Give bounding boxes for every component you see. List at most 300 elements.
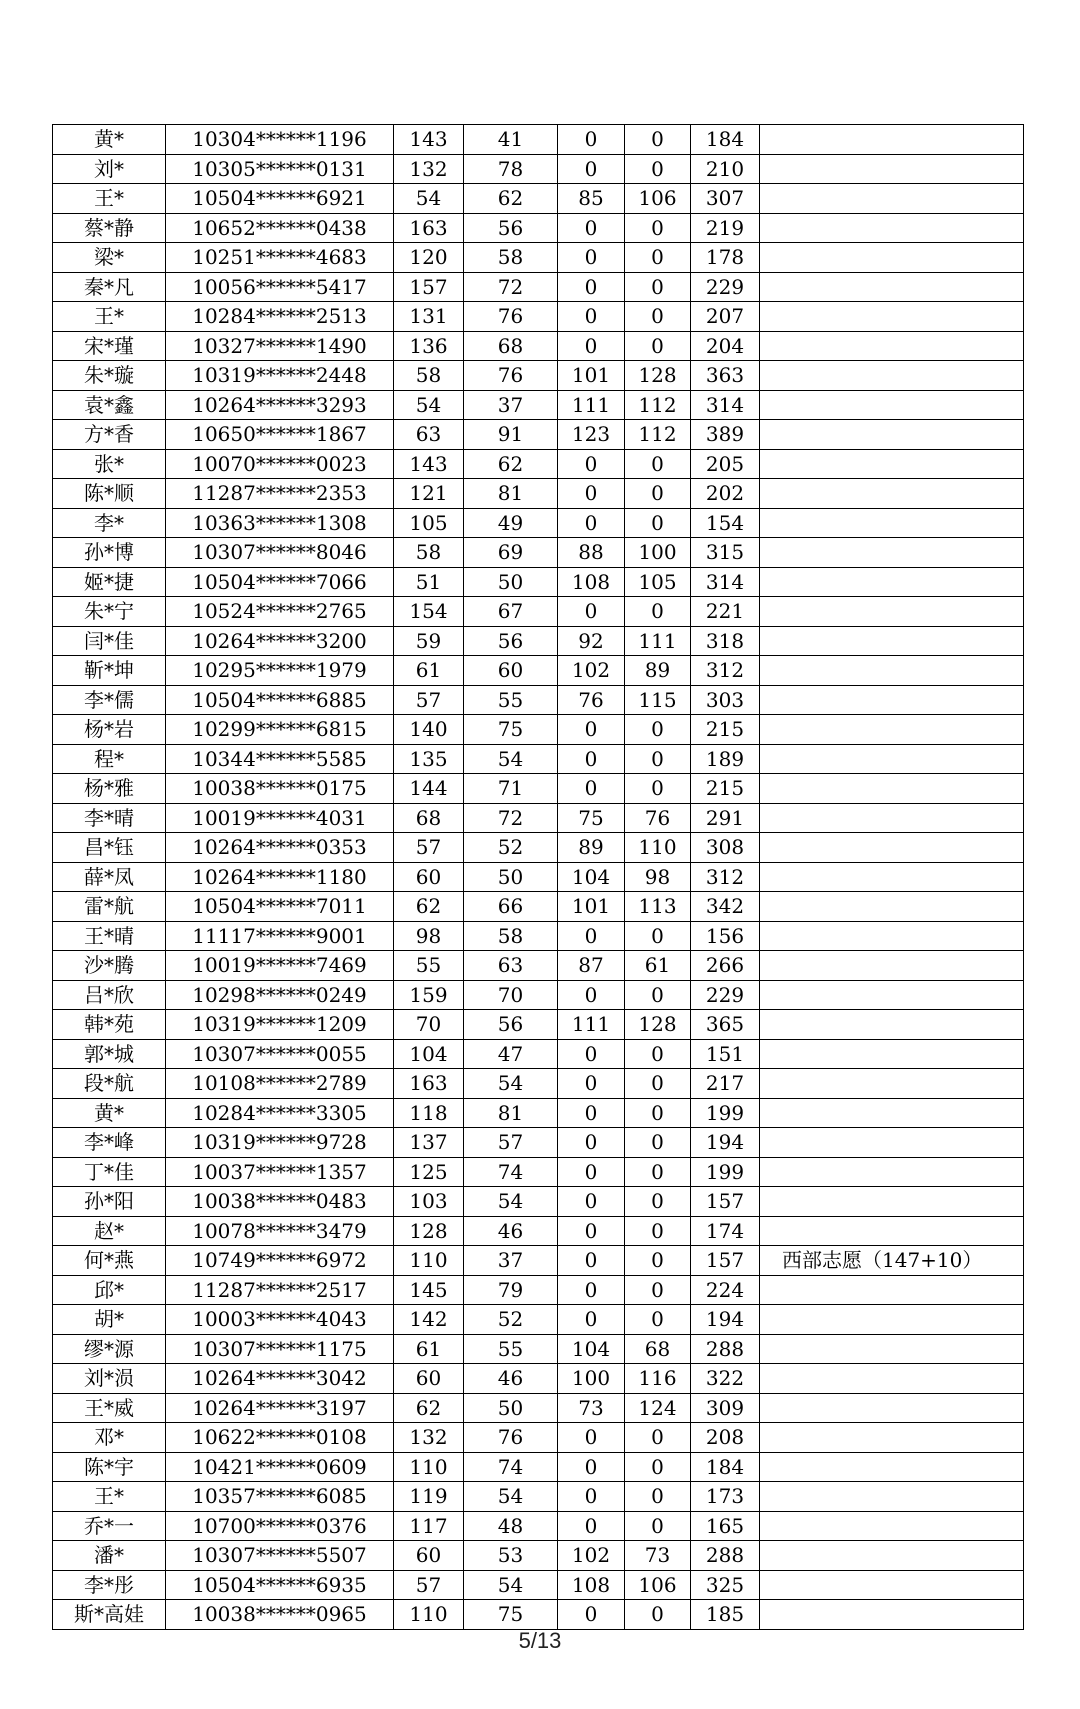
score-1-cell: 54 — [394, 184, 464, 214]
note-cell — [760, 1423, 1024, 1453]
note-cell — [760, 1098, 1024, 1128]
score-4-cell: 106 — [625, 184, 691, 214]
total-score-cell: 342 — [691, 892, 760, 922]
table-row — [53, 921, 1024, 951]
table-row — [53, 508, 1024, 538]
exam-id-cell: 10344******5585 — [166, 744, 394, 774]
score-3-cell: 123 — [558, 420, 625, 450]
score-1-cell: 118 — [394, 1098, 464, 1128]
exam-id-cell: 10504******6885 — [166, 685, 394, 715]
score-4-cell: 0 — [625, 774, 691, 804]
score-3-cell: 0 — [558, 1216, 625, 1246]
score-4-cell: 128 — [625, 361, 691, 391]
score-1-cell: 54 — [394, 390, 464, 420]
score-3-cell: 0 — [558, 331, 625, 361]
score-2-cell: 41 — [464, 125, 558, 155]
table-row — [53, 361, 1024, 391]
score-4-cell: 128 — [625, 1010, 691, 1040]
note-cell — [760, 213, 1024, 243]
name-cell: 王*晴 — [53, 921, 166, 951]
score-2-cell: 50 — [464, 1393, 558, 1423]
score-4-cell: 0 — [625, 272, 691, 302]
total-score-cell: 157 — [691, 1187, 760, 1217]
note-cell — [760, 803, 1024, 833]
table-row — [53, 1305, 1024, 1335]
score-1-cell: 60 — [394, 1364, 464, 1394]
total-score-cell: 215 — [691, 715, 760, 745]
score-4-cell: 0 — [625, 921, 691, 951]
total-score-cell: 363 — [691, 361, 760, 391]
score-4-cell: 61 — [625, 951, 691, 981]
total-score-cell: 312 — [691, 656, 760, 686]
note-cell — [760, 1187, 1024, 1217]
exam-id-cell: 10307******8046 — [166, 538, 394, 568]
note-cell — [760, 951, 1024, 981]
score-4-cell: 124 — [625, 1393, 691, 1423]
score-3-cell: 88 — [558, 538, 625, 568]
score-1-cell: 61 — [394, 1334, 464, 1364]
exam-id-cell: 10652******0438 — [166, 213, 394, 243]
name-cell: 黄* — [53, 1098, 166, 1128]
score-2-cell: 50 — [464, 567, 558, 597]
exam-id-cell: 10108******2789 — [166, 1069, 394, 1099]
score-4-cell: 0 — [625, 744, 691, 774]
score-1-cell: 136 — [394, 331, 464, 361]
total-score-cell: 207 — [691, 302, 760, 332]
score-2-cell: 72 — [464, 272, 558, 302]
table-row — [53, 656, 1024, 686]
score-3-cell: 0 — [558, 1482, 625, 1512]
note-cell — [760, 1511, 1024, 1541]
score-2-cell: 60 — [464, 656, 558, 686]
score-3-cell: 0 — [558, 774, 625, 804]
note-cell — [760, 125, 1024, 155]
exam-id-cell: 10003******4043 — [166, 1305, 394, 1335]
exam-id-cell: 10650******1867 — [166, 420, 394, 450]
exam-id-cell: 10251******4683 — [166, 243, 394, 273]
table-row — [53, 331, 1024, 361]
total-score-cell: 325 — [691, 1570, 760, 1600]
score-2-cell: 47 — [464, 1039, 558, 1069]
table-row — [53, 744, 1024, 774]
note-cell — [760, 272, 1024, 302]
name-cell: 王* — [53, 1482, 166, 1512]
name-cell: 宋*瑾 — [53, 331, 166, 361]
total-score-cell: 204 — [691, 331, 760, 361]
score-2-cell: 69 — [464, 538, 558, 568]
total-score-cell: 189 — [691, 744, 760, 774]
score-4-cell: 0 — [625, 1069, 691, 1099]
exam-id-cell: 10295******1979 — [166, 656, 394, 686]
score-3-cell: 0 — [558, 479, 625, 509]
note-cell — [760, 980, 1024, 1010]
name-cell: 胡* — [53, 1305, 166, 1335]
total-score-cell: 318 — [691, 626, 760, 656]
table-row — [53, 1600, 1024, 1630]
name-cell: 秦*凡 — [53, 272, 166, 302]
exam-id-cell: 10038******0175 — [166, 774, 394, 804]
exam-id-cell: 10307******0055 — [166, 1039, 394, 1069]
name-cell: 刘* — [53, 154, 166, 184]
name-cell: 程* — [53, 744, 166, 774]
score-3-cell: 92 — [558, 626, 625, 656]
note-cell — [760, 685, 1024, 715]
name-cell: 郭*城 — [53, 1039, 166, 1069]
table-row — [53, 479, 1024, 509]
score-3-cell: 73 — [558, 1393, 625, 1423]
score-2-cell: 76 — [464, 361, 558, 391]
table-row — [53, 626, 1024, 656]
name-cell: 王* — [53, 302, 166, 332]
exam-id-cell: 10264******3293 — [166, 390, 394, 420]
name-cell: 吕*欣 — [53, 980, 166, 1010]
name-cell: 李* — [53, 508, 166, 538]
name-cell: 雷*航 — [53, 892, 166, 922]
note-cell — [760, 567, 1024, 597]
score-1-cell: 121 — [394, 479, 464, 509]
score-1-cell: 135 — [394, 744, 464, 774]
score-2-cell: 54 — [464, 1069, 558, 1099]
table-row — [53, 951, 1024, 981]
score-3-cell: 0 — [558, 213, 625, 243]
name-cell: 李*峰 — [53, 1128, 166, 1158]
note-cell — [760, 862, 1024, 892]
note-cell — [760, 508, 1024, 538]
note-cell — [760, 774, 1024, 804]
total-score-cell: 221 — [691, 597, 760, 627]
score-4-cell: 0 — [625, 125, 691, 155]
note-cell — [760, 1128, 1024, 1158]
score-4-cell: 113 — [625, 892, 691, 922]
total-score-cell: 314 — [691, 390, 760, 420]
score-2-cell: 70 — [464, 980, 558, 1010]
score-1-cell: 55 — [394, 951, 464, 981]
note-cell: 西部志愿（147+10） — [760, 1246, 1024, 1276]
total-score-cell: 199 — [691, 1157, 760, 1187]
name-cell: 梁* — [53, 243, 166, 273]
score-2-cell: 76 — [464, 1423, 558, 1453]
score-2-cell: 71 — [464, 774, 558, 804]
score-4-cell: 0 — [625, 1187, 691, 1217]
table-row — [53, 1482, 1024, 1512]
exam-id-cell: 10070******0023 — [166, 449, 394, 479]
note-cell — [760, 243, 1024, 273]
total-score-cell: 157 — [691, 1246, 760, 1276]
score-4-cell: 89 — [625, 656, 691, 686]
note-cell — [760, 538, 1024, 568]
table-row — [53, 862, 1024, 892]
note-cell — [760, 892, 1024, 922]
score-4-cell: 0 — [625, 302, 691, 332]
score-4-cell: 0 — [625, 1423, 691, 1453]
score-1-cell: 57 — [394, 833, 464, 863]
score-1-cell: 132 — [394, 1423, 464, 1453]
name-cell: 靳*坤 — [53, 656, 166, 686]
score-4-cell: 106 — [625, 1570, 691, 1600]
score-2-cell: 37 — [464, 390, 558, 420]
exam-id-cell: 10038******0965 — [166, 1600, 394, 1630]
score-2-cell: 50 — [464, 862, 558, 892]
note-cell — [760, 1600, 1024, 1630]
score-1-cell: 58 — [394, 361, 464, 391]
score-1-cell: 62 — [394, 1393, 464, 1423]
name-cell: 朱*宁 — [53, 597, 166, 627]
score-2-cell: 67 — [464, 597, 558, 627]
exam-id-cell: 10264******0353 — [166, 833, 394, 863]
exam-id-cell: 10700******0376 — [166, 1511, 394, 1541]
score-1-cell: 131 — [394, 302, 464, 332]
score-1-cell: 144 — [394, 774, 464, 804]
exam-id-cell: 10305******0131 — [166, 154, 394, 184]
score-4-cell: 98 — [625, 862, 691, 892]
exam-id-cell: 10421******0609 — [166, 1452, 394, 1482]
score-2-cell: 58 — [464, 921, 558, 951]
total-score-cell: 202 — [691, 479, 760, 509]
exam-id-cell: 10264******3197 — [166, 1393, 394, 1423]
score-1-cell: 154 — [394, 597, 464, 627]
table-row — [53, 1423, 1024, 1453]
score-2-cell: 78 — [464, 154, 558, 184]
note-cell — [760, 1482, 1024, 1512]
table-row — [53, 154, 1024, 184]
total-score-cell: 291 — [691, 803, 760, 833]
exam-id-cell: 10327******1490 — [166, 331, 394, 361]
total-score-cell: 288 — [691, 1541, 760, 1571]
score-3-cell: 0 — [558, 243, 625, 273]
score-3-cell: 102 — [558, 1541, 625, 1571]
score-2-cell: 62 — [464, 184, 558, 214]
name-cell: 姬*捷 — [53, 567, 166, 597]
total-score-cell: 229 — [691, 272, 760, 302]
score-4-cell: 0 — [625, 1246, 691, 1276]
score-4-cell: 0 — [625, 1098, 691, 1128]
score-3-cell: 0 — [558, 1423, 625, 1453]
name-cell: 李*彤 — [53, 1570, 166, 1600]
name-cell: 薛*凤 — [53, 862, 166, 892]
score-3-cell: 75 — [558, 803, 625, 833]
table-row — [53, 567, 1024, 597]
note-cell — [760, 626, 1024, 656]
note-cell — [760, 184, 1024, 214]
score-3-cell: 104 — [558, 1334, 625, 1364]
total-score-cell: 184 — [691, 125, 760, 155]
exam-id-cell: 10038******0483 — [166, 1187, 394, 1217]
score-3-cell: 0 — [558, 980, 625, 1010]
name-cell: 刘*涢 — [53, 1364, 166, 1394]
exam-id-cell: 10056******5417 — [166, 272, 394, 302]
score-4-cell: 0 — [625, 1275, 691, 1305]
name-cell: 杨*岩 — [53, 715, 166, 745]
exam-id-cell: 10019******4031 — [166, 803, 394, 833]
score-3-cell: 0 — [558, 508, 625, 538]
score-3-cell: 0 — [558, 1187, 625, 1217]
table-row — [53, 1010, 1024, 1040]
table-row — [53, 1275, 1024, 1305]
table-row — [53, 1216, 1024, 1246]
score-3-cell: 0 — [558, 1128, 625, 1158]
score-4-cell: 0 — [625, 508, 691, 538]
table-row — [53, 125, 1024, 155]
score-2-cell: 52 — [464, 833, 558, 863]
score-1-cell: 163 — [394, 1069, 464, 1099]
score-2-cell: 74 — [464, 1157, 558, 1187]
total-score-cell: 151 — [691, 1039, 760, 1069]
score-3-cell: 87 — [558, 951, 625, 981]
exam-id-cell: 10319******2448 — [166, 361, 394, 391]
score-3-cell: 76 — [558, 685, 625, 715]
score-3-cell: 111 — [558, 1010, 625, 1040]
total-score-cell: 322 — [691, 1364, 760, 1394]
note-cell — [760, 1010, 1024, 1040]
score-2-cell: 58 — [464, 243, 558, 273]
note-cell — [760, 1393, 1024, 1423]
note-cell — [760, 1305, 1024, 1335]
table-row — [53, 685, 1024, 715]
score-1-cell: 110 — [394, 1600, 464, 1630]
total-score-cell: 205 — [691, 449, 760, 479]
note-cell — [760, 449, 1024, 479]
table-row — [53, 243, 1024, 273]
score-1-cell: 120 — [394, 243, 464, 273]
note-cell — [760, 1069, 1024, 1099]
total-score-cell: 173 — [691, 1482, 760, 1512]
name-cell: 张* — [53, 449, 166, 479]
exam-id-cell: 10307******1175 — [166, 1334, 394, 1364]
score-1-cell: 128 — [394, 1216, 464, 1246]
score-1-cell: 110 — [394, 1246, 464, 1276]
table-row — [53, 1570, 1024, 1600]
score-3-cell: 102 — [558, 656, 625, 686]
total-score-cell: 194 — [691, 1128, 760, 1158]
exam-id-cell: 10299******6815 — [166, 715, 394, 745]
name-cell: 韩*苑 — [53, 1010, 166, 1040]
total-score-cell: 174 — [691, 1216, 760, 1246]
score-4-cell: 0 — [625, 980, 691, 1010]
note-cell — [760, 1216, 1024, 1246]
name-cell: 段*航 — [53, 1069, 166, 1099]
score-4-cell: 0 — [625, 715, 691, 745]
note-cell — [760, 1157, 1024, 1187]
note-cell — [760, 656, 1024, 686]
total-score-cell: 194 — [691, 1305, 760, 1335]
score-1-cell: 103 — [394, 1187, 464, 1217]
score-4-cell: 116 — [625, 1364, 691, 1394]
score-4-cell: 100 — [625, 538, 691, 568]
score-2-cell: 75 — [464, 1600, 558, 1630]
score-2-cell: 49 — [464, 508, 558, 538]
score-3-cell: 108 — [558, 1570, 625, 1600]
score-2-cell: 56 — [464, 213, 558, 243]
score-2-cell: 72 — [464, 803, 558, 833]
score-1-cell: 110 — [394, 1452, 464, 1482]
total-score-cell: 307 — [691, 184, 760, 214]
score-1-cell: 51 — [394, 567, 464, 597]
total-score-cell: 365 — [691, 1010, 760, 1040]
score-1-cell: 57 — [394, 685, 464, 715]
exam-id-cell: 10504******6935 — [166, 1570, 394, 1600]
score-4-cell: 111 — [625, 626, 691, 656]
exam-id-cell: 10019******7469 — [166, 951, 394, 981]
score-2-cell: 54 — [464, 1187, 558, 1217]
score-4-cell: 105 — [625, 567, 691, 597]
score-3-cell: 0 — [558, 715, 625, 745]
name-cell: 黄* — [53, 125, 166, 155]
score-2-cell: 57 — [464, 1128, 558, 1158]
score-2-cell: 63 — [464, 951, 558, 981]
table-row — [53, 213, 1024, 243]
exam-id-cell: 11287******2517 — [166, 1275, 394, 1305]
exam-id-cell: 10298******0249 — [166, 980, 394, 1010]
score-1-cell: 125 — [394, 1157, 464, 1187]
score-3-cell: 0 — [558, 272, 625, 302]
name-cell: 蔡*静 — [53, 213, 166, 243]
note-cell — [760, 1334, 1024, 1364]
total-score-cell: 308 — [691, 833, 760, 863]
table-row — [53, 597, 1024, 627]
table-row — [53, 1334, 1024, 1364]
score-4-cell: 0 — [625, 449, 691, 479]
exam-id-cell: 10319******1209 — [166, 1010, 394, 1040]
score-3-cell: 0 — [558, 597, 625, 627]
table-row — [53, 302, 1024, 332]
table-row — [53, 1541, 1024, 1571]
score-table — [52, 124, 1024, 1630]
exam-id-cell: 10504******7066 — [166, 567, 394, 597]
note-cell — [760, 390, 1024, 420]
score-1-cell: 117 — [394, 1511, 464, 1541]
score-2-cell: 46 — [464, 1364, 558, 1394]
name-cell: 闫*佳 — [53, 626, 166, 656]
score-1-cell: 143 — [394, 449, 464, 479]
name-cell: 赵* — [53, 1216, 166, 1246]
score-1-cell: 60 — [394, 862, 464, 892]
score-1-cell: 58 — [394, 538, 464, 568]
score-4-cell: 0 — [625, 479, 691, 509]
note-cell — [760, 1452, 1024, 1482]
name-cell: 孙*博 — [53, 538, 166, 568]
score-2-cell: 91 — [464, 420, 558, 450]
total-score-cell: 314 — [691, 567, 760, 597]
score-1-cell: 132 — [394, 154, 464, 184]
table-row — [53, 1452, 1024, 1482]
note-cell — [760, 921, 1024, 951]
name-cell: 沙*腾 — [53, 951, 166, 981]
score-1-cell: 140 — [394, 715, 464, 745]
score-2-cell: 37 — [464, 1246, 558, 1276]
score-1-cell: 70 — [394, 1010, 464, 1040]
table-row — [53, 184, 1024, 214]
score-1-cell: 159 — [394, 980, 464, 1010]
score-3-cell: 0 — [558, 125, 625, 155]
total-score-cell: 315 — [691, 538, 760, 568]
score-2-cell: 56 — [464, 1010, 558, 1040]
score-1-cell: 163 — [394, 213, 464, 243]
exam-id-cell: 10307******5507 — [166, 1541, 394, 1571]
name-cell: 陈*宇 — [53, 1452, 166, 1482]
score-3-cell: 0 — [558, 1305, 625, 1335]
score-1-cell: 142 — [394, 1305, 464, 1335]
exam-id-cell: 10749******6972 — [166, 1246, 394, 1276]
name-cell: 斯*高娃 — [53, 1600, 166, 1630]
score-4-cell: 0 — [625, 1128, 691, 1158]
name-cell: 昌*钰 — [53, 833, 166, 863]
exam-id-cell: 11287******2353 — [166, 479, 394, 509]
score-2-cell: 55 — [464, 685, 558, 715]
total-score-cell: 217 — [691, 1069, 760, 1099]
table-row — [53, 1069, 1024, 1099]
total-score-cell: 266 — [691, 951, 760, 981]
score-4-cell: 115 — [625, 685, 691, 715]
